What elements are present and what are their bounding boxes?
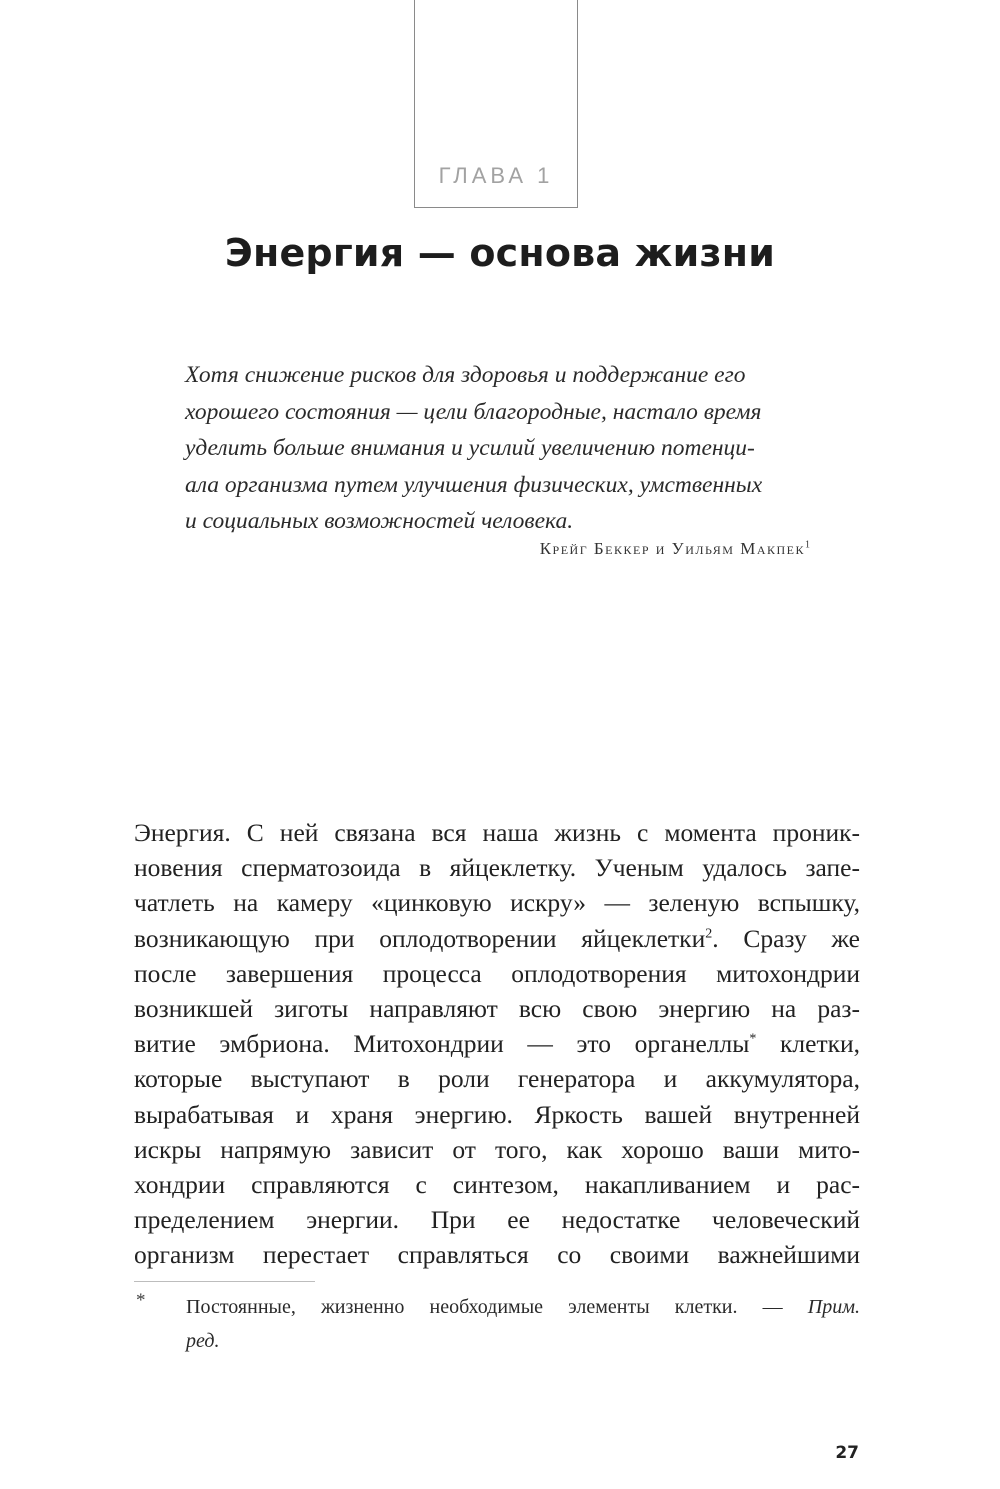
footnote-ref-asterisk[interactable]: * bbox=[749, 1031, 757, 1047]
epigraph-author: Крейг Беккер и Уильям Макпек bbox=[539, 539, 805, 558]
body-line: пределением энергии. При ее недостатке человеческий bbox=[134, 1205, 860, 1235]
chapter-label-box bbox=[414, 0, 578, 208]
footnote-line bbox=[186, 1290, 860, 1324]
body-line: вырабатывая и храня энергию. Яркость вашей внутренней bbox=[134, 1099, 860, 1129]
chapter-title: Энергия — основа жизни bbox=[224, 231, 776, 275]
body-paragraph bbox=[134, 815, 860, 1273]
footnote bbox=[186, 1290, 860, 1358]
body-line: новения сперматозоида в яйцеклетку. Ученым удалось запе- bbox=[134, 853, 860, 883]
epigraph-line: Хотя снижение рисков для здоровья и поддержание его bbox=[185, 362, 746, 388]
endnote-ref-2[interactable]: 2 bbox=[705, 926, 713, 942]
body-line: чатлеть на камеру «цинковую искру» — зеленую вспышку, bbox=[134, 888, 860, 918]
body-line: Энергия. С ней связана вся наша жизнь с момента проник- bbox=[134, 818, 860, 847]
body-line-text: возникающую при оплодотворении яйцеклетки bbox=[134, 923, 706, 953]
footnote-divider bbox=[134, 1281, 315, 1282]
footnote-marker: * bbox=[136, 1290, 146, 1311]
footnote-line bbox=[186, 1324, 860, 1358]
epigraph-attribution bbox=[540, 539, 810, 559]
body-line-text: . Сразу же bbox=[712, 923, 861, 953]
epigraph bbox=[185, 357, 810, 540]
body-line: организм перестает справляться со своими важнейшими bbox=[134, 1240, 860, 1270]
footnote-editor-note: Прим. bbox=[807, 1296, 860, 1318]
body-line: которые выступают в роли генератора и аккумулятора, bbox=[134, 1064, 860, 1094]
epigraph-line: и социальных возможностей человека. bbox=[185, 508, 574, 534]
footnote-editor-note: ред. bbox=[186, 1330, 220, 1352]
footnote-text: Постоянные, жизненно необходимые элементы клетки. — bbox=[186, 1296, 783, 1318]
body-line: хондрии справляются с синтезом, накапливанием и рас- bbox=[134, 1170, 860, 1200]
body-line-text: витие эмбриона. Митохондрии — это органеллы bbox=[134, 1029, 750, 1059]
page-number: 27 bbox=[835, 1443, 859, 1463]
body-line: искры напрямую зависит от того, как хорошо ваши мито- bbox=[134, 1134, 860, 1164]
body-line-text: клетки, bbox=[756, 1029, 860, 1059]
body-line: возникшей зиготы направляют всю свою энергию на раз- bbox=[134, 994, 860, 1024]
endnote-ref-1[interactable]: 1 bbox=[805, 539, 810, 551]
epigraph-line: ала организма путем улучшения физических, умственных bbox=[185, 471, 763, 498]
epigraph-line: уделить больше внимания и усилий увеличению потенци- bbox=[185, 435, 755, 461]
epigraph-line: хорошего состояния — цели благородные, настало время bbox=[185, 398, 762, 425]
chapter-label: ГЛАВА 1 bbox=[438, 163, 554, 188]
body-line bbox=[134, 1026, 860, 1061]
body-line bbox=[134, 921, 860, 956]
body-line: после завершения процесса оплодотворения митохондрии bbox=[134, 958, 860, 988]
